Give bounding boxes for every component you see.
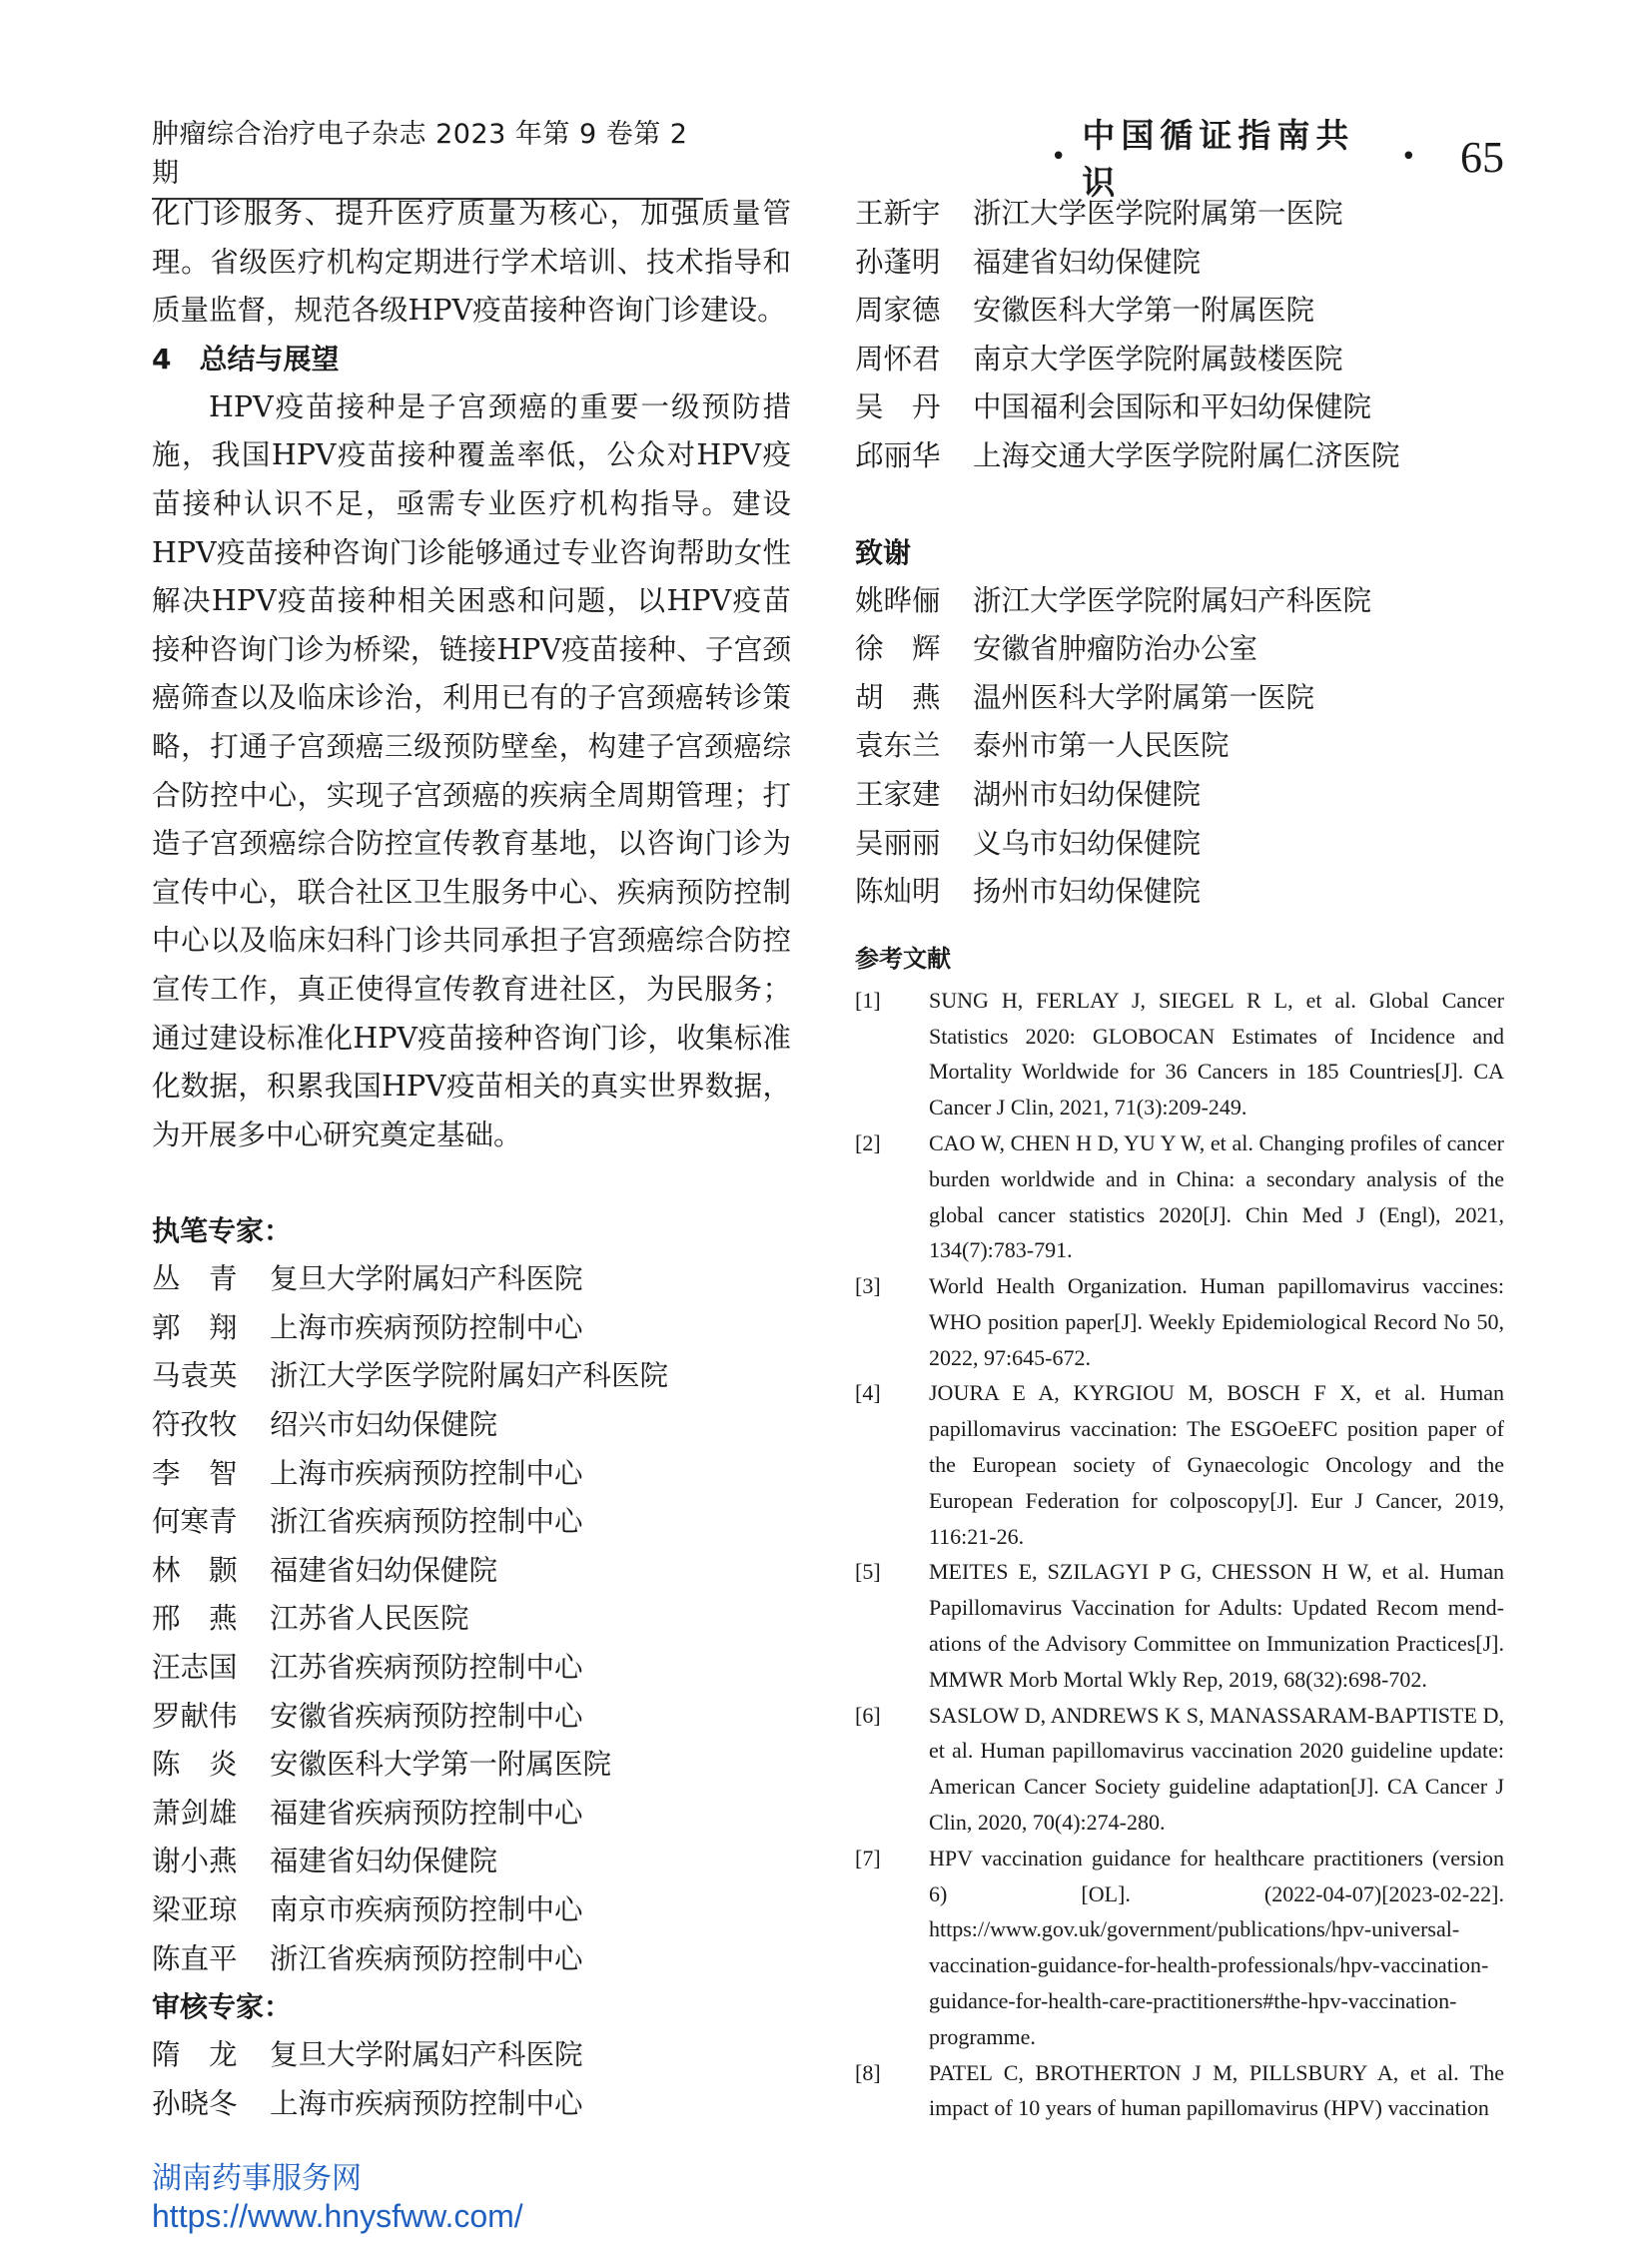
reference-item (855, 1841, 1504, 2055)
expert-row (152, 1838, 791, 1886)
ack-row (855, 722, 1504, 771)
expert-name: 汪志国 (152, 1651, 238, 1685)
ack-affiliation: 湖州市妇幼保健院 (973, 777, 1202, 811)
reference-number: [7] (855, 1845, 881, 1870)
reference-text: CAO W, CHEN H D, YU Y W, et al. Changing profiles of cancer burden worldwide and in China: a secondary analysis of the global cancer statistics 2020[J]. Chin Med J (Engl), 2021, 134(7):783-791. (929, 1129, 1504, 1263)
reviewer-name: 隋 龙 (152, 2038, 238, 2072)
expert-name: 梁亚琼 (152, 1893, 238, 1926)
ack-affiliation: 泰州市第一人民医院 (973, 729, 1230, 763)
reviewer-name: 吴 丹 (855, 390, 941, 424)
reviewer-affiliation: 安徽医科大学第一附属医院 (973, 294, 1315, 328)
reviewer-affiliation: 复旦大学附属妇产科医院 (270, 2038, 583, 2072)
ack-name: 陈灿明 (855, 875, 941, 909)
references-heading: 参考文献 (855, 944, 951, 973)
expert-name: 丛 青 (152, 1262, 238, 1296)
expert-name: 郭 翔 (152, 1310, 238, 1344)
reviewer-name: 邱丽华 (855, 438, 941, 472)
writing-experts-heading: 执笔专家： (152, 1214, 293, 1248)
ack-name: 胡 燕 (855, 680, 941, 714)
ack-row (855, 674, 1504, 723)
ack-name: 袁东兰 (855, 729, 941, 763)
expert-affiliation: 江苏省疾病预防控制中心 (270, 1651, 583, 1685)
expert-affiliation: 安徽省疾病预防控制中心 (270, 1699, 583, 1733)
ack-row (855, 577, 1504, 626)
expert-affiliation: 安徽医科大学第一附属医院 (270, 1748, 612, 1782)
reviewer-row (152, 2080, 791, 2129)
reference-text: PATEL C, BROTHERTON J M, PILLSBURY A, et al. The impact of 10 years of human papillomavirus (HPV) vaccination (929, 2059, 1504, 2121)
expert-row (152, 1741, 791, 1790)
ack-affiliation: 温州医科大学附属第一医院 (973, 680, 1315, 714)
expert-row (152, 1304, 791, 1353)
reference-item (855, 983, 1504, 1125)
expert-row (152, 1498, 791, 1547)
expert-affiliation: 浙江大学医学院附属妇产科医院 (270, 1359, 669, 1393)
reviewer-affiliation: 南京大学医学院附属鼓楼医院 (973, 342, 1343, 375)
section-title: 中国循证指南共识 (1082, 116, 1355, 202)
intro-paragraph: 化门诊服务、提升医疗质量为核心，加强质量管理。省级医疗机构定期进行学术培训、技术指导和质量监督，规范各级HPV疫苗接种咨询门诊建设。 (152, 197, 791, 328)
reviewer-affiliation: 福建省妇幼保健院 (973, 245, 1202, 279)
ack-affiliation: 安徽省肿瘤防治办公室 (973, 632, 1258, 666)
reviewer-affiliation: 中国福利会国际和平妇幼保健院 (973, 390, 1372, 424)
reference-number: [5] (855, 1559, 881, 1585)
reference-item (855, 2055, 1504, 2127)
expert-row (152, 1935, 791, 1984)
watermark-site-name: 湖南药事服务网 (152, 2161, 362, 2196)
reference-item (855, 1375, 1504, 1554)
ack-row (855, 868, 1504, 917)
reference-text: MEITES E, SZILAGYI P G, CHESSON H W, et al. Human Papillomavirus Vaccination for Adults: Updated Recom mend-ations of the Advisory Committee on Immunization Practices[J]. MMWR Morb Mortal Wkly Rep, 2019, 68(32):698-702. (929, 1559, 1504, 1692)
reference-number: [2] (855, 1129, 881, 1155)
page-number: 65 (1460, 132, 1504, 182)
reference-item (855, 1554, 1504, 1697)
expert-name: 何寒青 (152, 1505, 238, 1539)
expert-name: 林 颢 (152, 1553, 238, 1587)
reviewer-affiliation: 浙江大学医学院附属第一医院 (973, 197, 1343, 230)
reference-number: [3] (855, 1273, 881, 1299)
reviewer-row (855, 239, 1504, 288)
acknowledgements-list (855, 577, 1504, 917)
ack-row (855, 625, 1504, 674)
review-experts-heading: 审核专家： (152, 1990, 293, 2024)
expert-name: 马袁英 (152, 1359, 238, 1393)
watermark (152, 2160, 523, 2234)
ack-name: 徐 辉 (855, 632, 941, 666)
ack-name: 王家建 (855, 777, 941, 811)
ack-name: 姚晔俪 (855, 583, 941, 617)
expert-affiliation: 浙江省疾病预防控制中心 (270, 1941, 583, 1975)
expert-name: 李 智 (152, 1456, 238, 1490)
expert-name: 罗献伟 (152, 1699, 238, 1733)
reviewer-row (855, 336, 1504, 384)
ack-affiliation: 义乌市妇幼保健院 (973, 826, 1202, 860)
reference-text: World Health Organization. Human papillomavirus vaccines: WHO position paper[J]. Weekly Epidemiological Record No 50, 2022, 97:645-672. (929, 1273, 1504, 1370)
reviewer-row (855, 383, 1504, 432)
review-experts-list-cont (855, 190, 1504, 481)
expert-name: 邢 燕 (152, 1602, 238, 1636)
reviewer-name: 孙晓冬 (152, 2086, 238, 2120)
expert-row (152, 1547, 791, 1596)
section4-paragraph: HPV疫苗接种是子宫颈癌的重要一级预防措施，我国HPV疫苗接种覆盖率低，公众对HPV疫苗接种认识不足，亟需专业医疗机构指导。建设HPV疫苗接种咨询门诊能够通过专业咨询帮助女性解决HPV疫苗接种相关困惑和问题，以HPV疫苗接种咨询门诊为桥梁，链接HPV疫苗接种、子宫颈癌筛查以及临床诊治，利用已有的子宫颈癌转诊策略，打通子宫颈癌三级预防壁垒，构建子宫颈癌综合防控中心，实现子宫颈癌的疾病全周期管理；打造子宫颈癌综合防控宣传教育基地，以咨询门诊为宣传中心，联合社区卫生服务中心、疾病预防控制中心以及临床妇科门诊共同承担子宫颈癌综合防控宣传工作，真正使得宣传教育进社区，为民服务；通过建设标准化HPV疫苗接种咨询门诊，收集标准化数据，积累我国HPV疫苗相关的真实世界数据，为开展多中心研究奠定基础。 (152, 389, 791, 1151)
expert-row (152, 1450, 791, 1499)
reviewer-row (152, 2031, 791, 2080)
expert-row (152, 1790, 791, 1839)
reviewer-affiliation: 上海交通大学医学院附属仁济医院 (973, 438, 1400, 472)
expert-row (152, 1255, 791, 1304)
watermark-url[interactable]: https://www.hnysfww.com/ (152, 2198, 523, 2234)
reference-number: [4] (855, 1380, 881, 1406)
reviewer-name: 周家德 (855, 294, 941, 328)
reference-text: SUNG H, FERLAY J, SIEGEL R L, et al. Global Cancer Statistics 2020: GLOBOCAN Estimates of Incidence and Mortality Worldwide for 36 Cancers in 185 Countries[J]. CA Cancer J Clin, 2021, 71(3):209-249. (929, 987, 1504, 1120)
expert-affiliation: 绍兴市妇幼保健院 (270, 1408, 498, 1442)
left-column (152, 190, 791, 2128)
reviewer-name: 王新宇 (855, 197, 941, 230)
expert-affiliation: 上海市疾病预防控制中心 (270, 1310, 583, 1344)
expert-affiliation: 南京市疾病预防控制中心 (270, 1893, 583, 1926)
expert-name: 陈 炎 (152, 1748, 238, 1782)
expert-affiliation: 福建省妇幼保健院 (270, 1553, 498, 1587)
header-bullet-right: • (1400, 142, 1416, 172)
reviewer-row (855, 190, 1504, 239)
ack-row (855, 820, 1504, 869)
reviewer-row (855, 287, 1504, 336)
expert-row (152, 1644, 791, 1693)
reviewer-name: 孙蓬明 (855, 245, 941, 279)
reference-text: HPV vaccination guidance for healthcare practitioners (version 6) [OL]. (2022-04-07)[2023-02-22]. https://www.gov.uk/government/publications/hpv-universal-vaccination-guidance-for-health-professionals/hpv-vaccination-guidance-for-health-care-practitioners#the-hpv-vaccination-programme. (929, 1845, 1504, 2049)
reference-number: [6] (855, 1702, 881, 1728)
references-list (855, 983, 1504, 2127)
reference-text: JOURA E A, KYRGIOU M, BOSCH F X, et al. Human papillomavirus vaccination: The ESGOeEFC position paper of the European society of Gynaecologic Oncology and the European Federation for colposcopy[J]. Eur J Cancer, 2019, 116:21-26. (929, 1380, 1504, 1549)
header-bullet-left: • (1051, 142, 1067, 172)
expert-affiliation: 福建省妇幼保健院 (270, 1845, 498, 1878)
expert-row (152, 1401, 791, 1450)
reference-text: SASLOW D, ANDREWS K S, MANASSARAM-BAPTISTE D, et al. Human papillomavirus vaccination 2020 guideline update: American Cancer Society guideline adaptation[J]. CA Cancer J Clin, 2020, 70(4):274-280. (929, 1702, 1504, 1836)
right-column (855, 190, 1504, 2126)
expert-name: 符孜牧 (152, 1408, 238, 1442)
expert-row (152, 1886, 791, 1935)
acknowledgements-heading: 致谢 (855, 535, 912, 569)
reference-item (855, 1125, 1504, 1268)
ack-affiliation: 扬州市妇幼保健院 (973, 875, 1202, 909)
reference-item (855, 1268, 1504, 1375)
expert-row (152, 1693, 791, 1742)
ack-affiliation: 浙江大学医学院附属妇产科医院 (973, 583, 1372, 617)
journal-header: 肿瘤综合治疗电子杂志 2023 年第 9 卷第 2 期 (152, 112, 703, 200)
expert-name: 萧剑雄 (152, 1796, 238, 1830)
writing-experts-list (152, 1255, 791, 1983)
reviewer-name: 周怀君 (855, 342, 941, 375)
reference-item (855, 1698, 1504, 1841)
expert-affiliation: 浙江省疾病预防控制中心 (270, 1505, 583, 1539)
reviewer-affiliation: 上海市疾病预防控制中心 (270, 2086, 583, 2120)
expert-row (152, 1595, 791, 1644)
expert-affiliation: 福建省疾病预防控制中心 (270, 1796, 583, 1830)
expert-affiliation: 上海市疾病预防控制中心 (270, 1456, 583, 1490)
expert-name: 谢小燕 (152, 1845, 238, 1878)
expert-affiliation: 江苏省人民医院 (270, 1602, 469, 1636)
reviewer-row (855, 432, 1504, 481)
expert-affiliation: 复旦大学附属妇产科医院 (270, 1262, 583, 1296)
expert-row (152, 1352, 791, 1401)
ack-row (855, 771, 1504, 820)
ack-name: 吴丽丽 (855, 826, 941, 860)
reference-number: [8] (855, 2059, 881, 2085)
section4-heading: 4 总结与展望 (152, 342, 340, 375)
expert-name: 陈直平 (152, 1941, 238, 1975)
reference-number: [1] (855, 987, 881, 1013)
review-experts-list (152, 2031, 791, 2128)
